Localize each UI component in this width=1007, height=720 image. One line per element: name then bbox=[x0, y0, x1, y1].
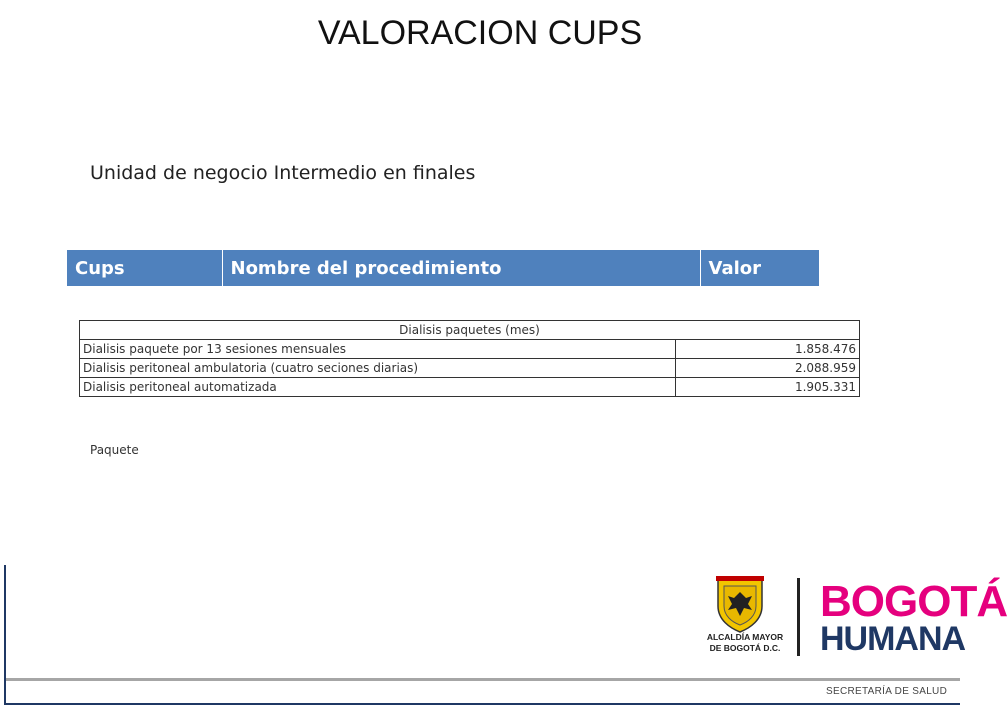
table-row bbox=[80, 378, 860, 397]
page-title: VALORACION CUPS bbox=[317, 14, 643, 52]
header-row bbox=[67, 250, 819, 286]
bogota-shield-icon bbox=[714, 576, 766, 634]
package-heading: Dialisis paquetes (mes) bbox=[80, 321, 860, 340]
procedure-name: Dialisis peritoneal automatizada bbox=[80, 378, 676, 397]
alcaldia-line-2: DE BOGOTÁ D.C. bbox=[709, 643, 781, 653]
procedure-name: Dialisis peritoneal ambulatoria (cuatro seciones diarias) bbox=[80, 359, 676, 378]
alcaldia-line-1: ALCALDÍA MAYOR bbox=[706, 632, 784, 642]
table-row bbox=[80, 340, 860, 359]
business-unit-subtitle: Unidad de negocio Intermedio en finales bbox=[90, 162, 476, 184]
procedure-value: 2.088.959 bbox=[676, 359, 860, 378]
brand-bogota: BOGOTÁ bbox=[820, 577, 1007, 626]
procedure-name: Dialisis paquete por 13 sesiones mensuales bbox=[80, 340, 676, 359]
footer-bottom-line bbox=[6, 703, 960, 705]
dialysis-package-table bbox=[79, 320, 860, 397]
secretaria-label: SECRETARÍA DE SALUD bbox=[826, 686, 948, 697]
procedure-header-table bbox=[67, 250, 819, 286]
logo-divider bbox=[797, 578, 800, 656]
brand-humana: HUMANA bbox=[820, 620, 966, 658]
table-row bbox=[80, 359, 860, 378]
left-border-line bbox=[4, 565, 6, 705]
header-valor: Valor bbox=[700, 250, 819, 286]
alcaldia-logo-text bbox=[700, 632, 790, 654]
header-nombre: Nombre del procedimiento bbox=[222, 250, 700, 286]
header-cups: Cups bbox=[67, 250, 222, 286]
procedure-value: 1.858.476 bbox=[676, 340, 860, 359]
package-heading-row bbox=[80, 321, 860, 340]
package-note: Paquete bbox=[90, 443, 139, 457]
procedure-value: 1.905.331 bbox=[676, 378, 860, 397]
footer-divider bbox=[6, 678, 960, 681]
